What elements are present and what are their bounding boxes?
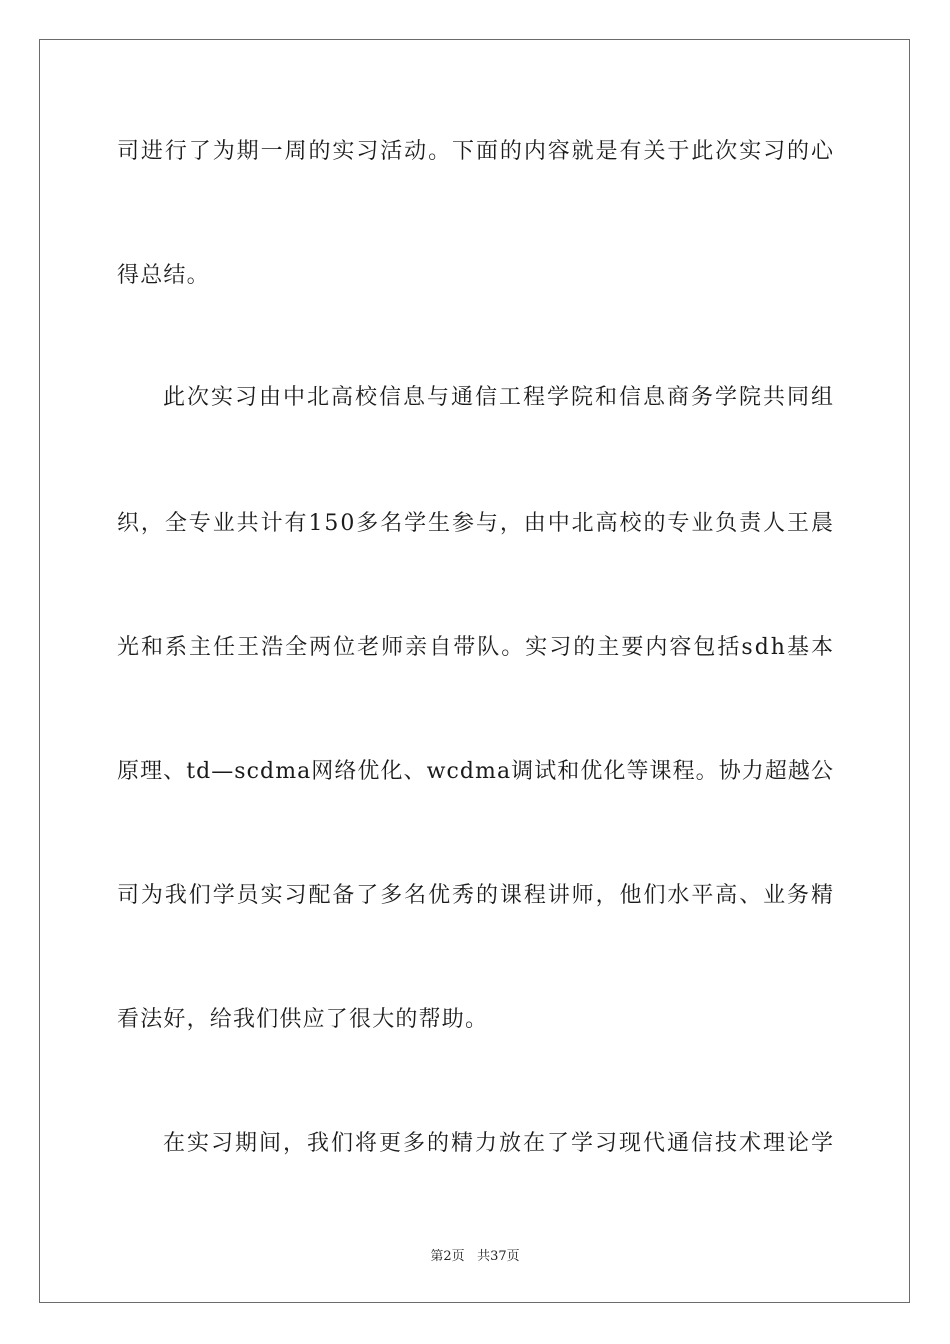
total-pages: 共37页	[477, 1249, 520, 1264]
body-text-line: 得总结。	[117, 263, 210, 288]
body-text-line: 看法好，给我们供应了很大的帮助。	[117, 1007, 489, 1032]
page-border	[39, 39, 910, 1303]
body-text-line: 织，全专业共计有150多名学生参与，由中北高校的专业负责人王晨	[117, 511, 835, 536]
page-footer	[0, 1249, 950, 1265]
page-number: 第2页	[430, 1249, 465, 1264]
body-text-line: 司进行了为期一周的实习活动。下面的内容就是有关于此次实习的心	[117, 139, 835, 164]
body-text-line: 光和系主任王浩全两位老师亲自带队。实习的主要内容包括sdh基本	[117, 635, 836, 660]
body-text-line: 司为我们学员实习配备了多名优秀的课程讲师，他们水平高、业务精	[117, 883, 835, 908]
paragraph-first-line: 此次实习由中北高校信息与通信工程学院和信息商务学院共同组	[163, 385, 835, 410]
body-text-line: 原理、td—scdma网络优化、wcdma调试和优化等课程。协力超越公	[117, 759, 835, 784]
paragraph-first-line: 在实习期间，我们将更多的精力放在了学习现代通信技术理论学	[163, 1131, 835, 1156]
